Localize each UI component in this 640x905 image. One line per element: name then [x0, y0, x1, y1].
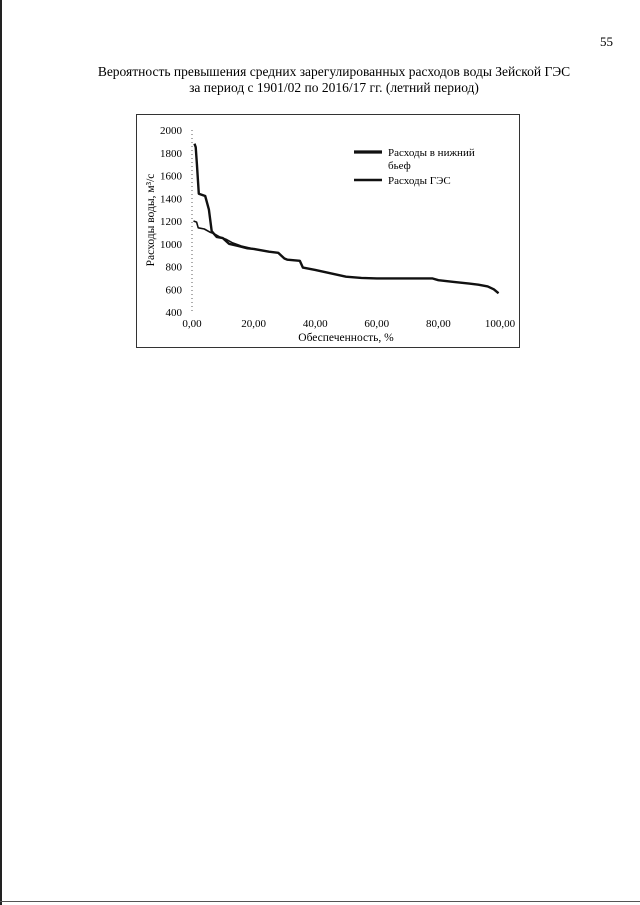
page-number: 55 [600, 34, 613, 49]
title-line-2: за период с 1901/02 по 2016/17 гг. (летний период) [189, 80, 479, 95]
x-tick-label: 100,00 [484, 318, 516, 330]
x-tick-label: 0,00 [182, 318, 202, 330]
y-tick-label: 600 [165, 284, 182, 297]
legend [354, 147, 475, 187]
legend-label-1 [388, 147, 475, 172]
x-tick-label: 20,00 [241, 318, 266, 330]
y-tick-label: 1800 [160, 147, 182, 160]
legend-label-line: бьеф [388, 160, 411, 172]
y-tick-label: 800 [165, 261, 182, 274]
y-axis-label-text: Расходы воды, м³/с [145, 173, 157, 267]
y-axis-label [145, 174, 157, 267]
legend-label-2: Расходы ГЭС [388, 175, 451, 187]
x-tick-label: 80,00 [426, 318, 451, 330]
series-line-1 [195, 144, 499, 294]
x-tick-label: 60,00 [364, 318, 390, 330]
chart-title [60, 64, 608, 96]
y-tick-label: 2000 [160, 125, 182, 137]
series-line-2 [194, 221, 499, 293]
legend-label-line: Расходы в нижний [388, 147, 475, 159]
y-tick-label: 1000 [160, 238, 182, 251]
y-tick-label: 1400 [160, 193, 182, 206]
page-bottom-line [0, 901, 640, 902]
y-tick-label: 1600 [160, 170, 182, 183]
x-tick-label: 40,00 [302, 318, 328, 330]
y-tick-label: 1200 [160, 216, 182, 228]
page-edge [0, 0, 2, 905]
chart [136, 114, 520, 348]
x-axis-label: Обеспеченность, % [298, 332, 394, 344]
title-line-1: Вероятность превышения средних зарегулированных расходов воды Зейской ГЭС [97, 64, 571, 79]
series-lines [194, 144, 499, 294]
y-tick-label: 400 [165, 307, 182, 319]
